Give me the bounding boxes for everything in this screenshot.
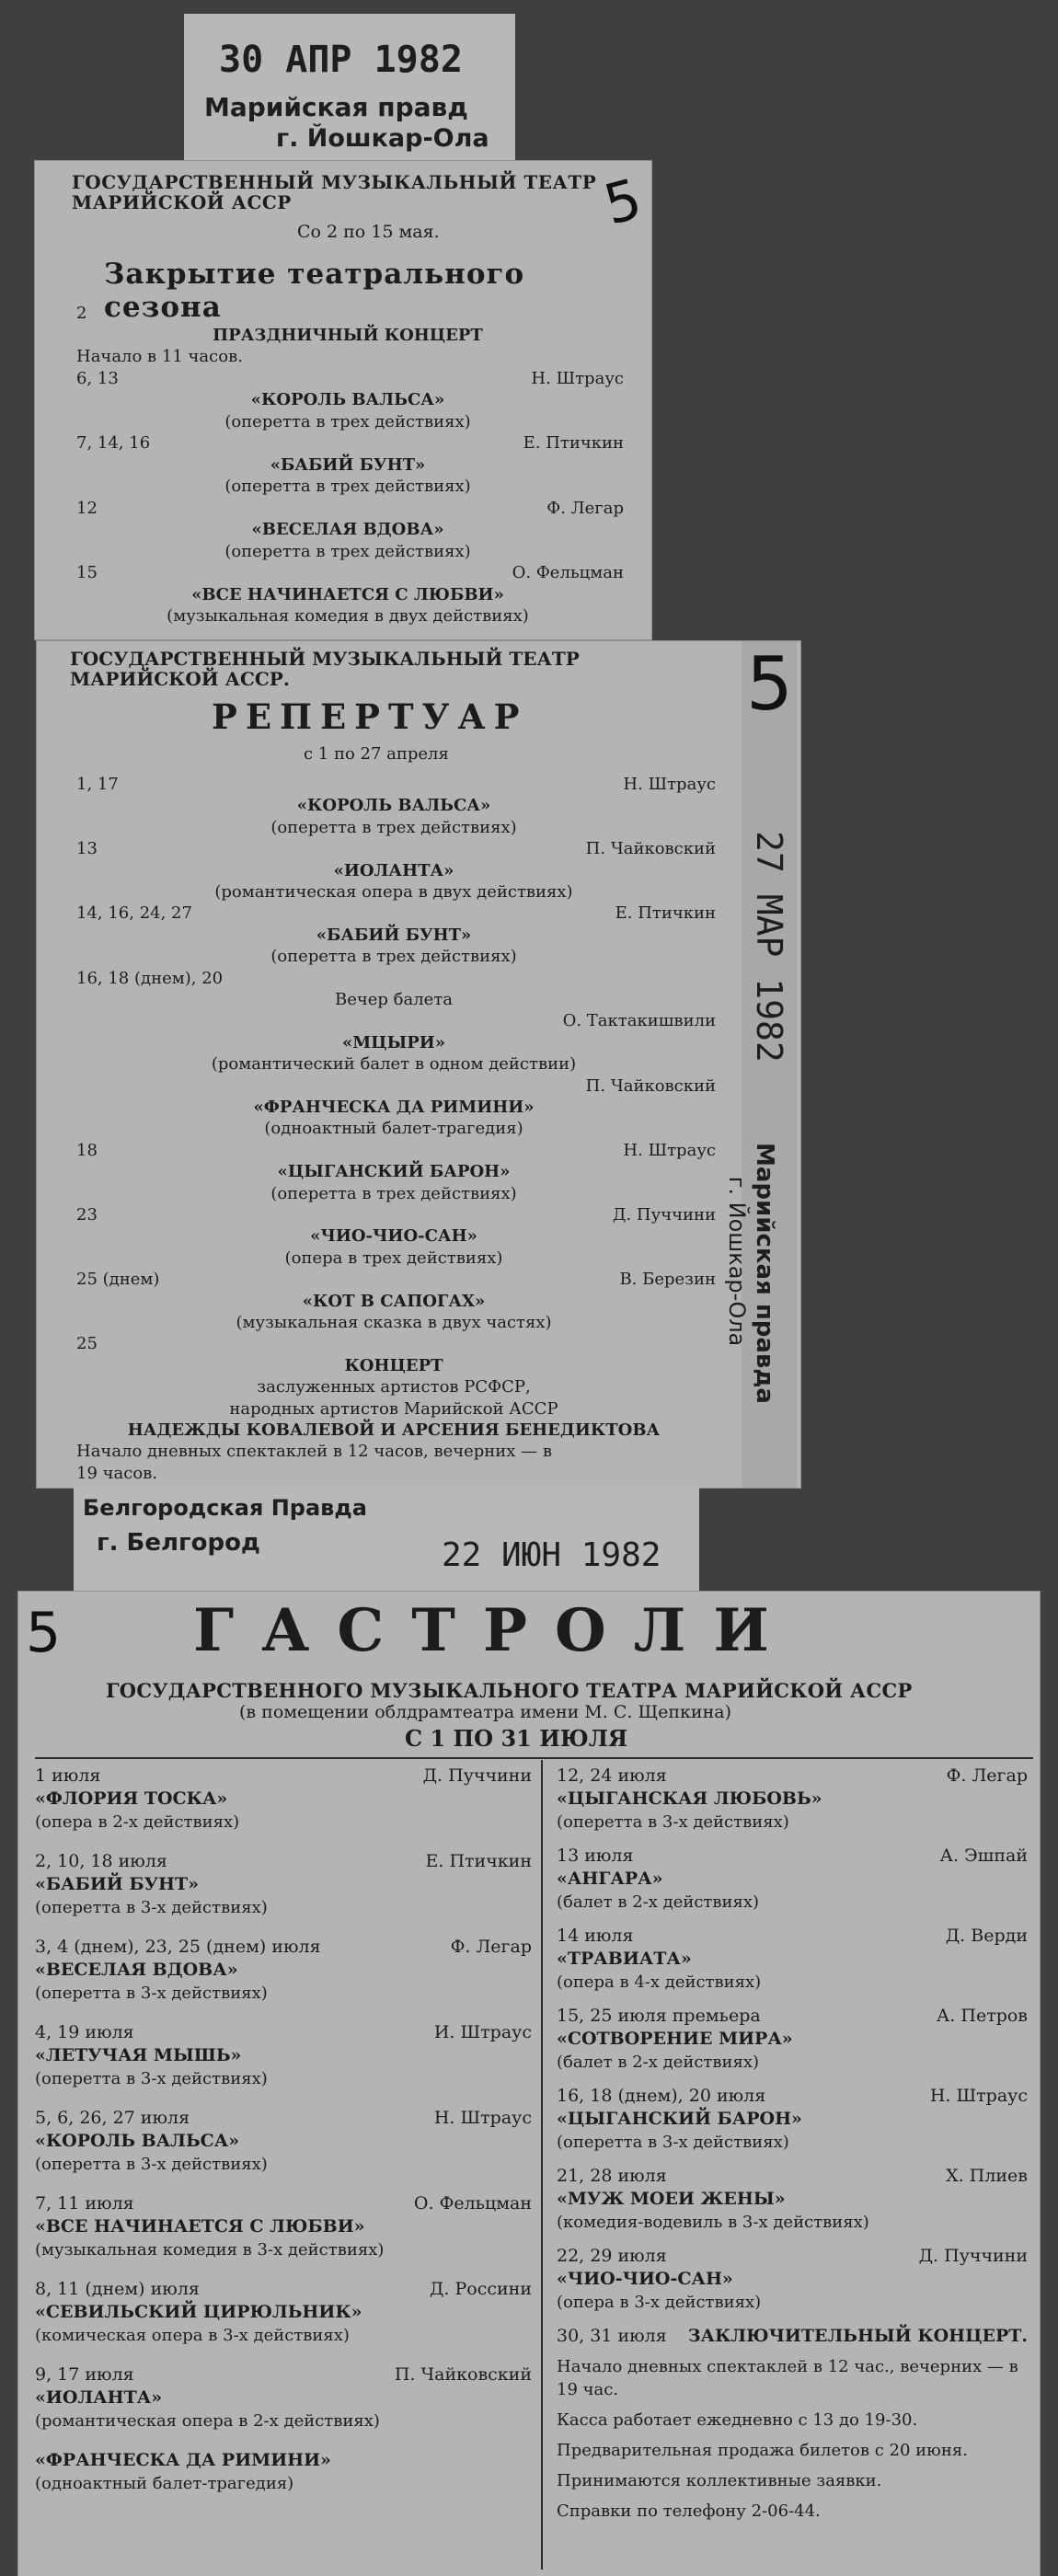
clip2-title: РЕПЕРТУАР (212, 696, 528, 737)
tour-event (557, 2165, 1035, 2234)
program-title-line: «КОТ В САПОГАХ» (302, 1291, 486, 1311)
event-title: «ЦЫГАНСКИЙ БАРОН» (557, 2109, 802, 2129)
stamp-3-paper: Белгородская Правда (83, 1495, 367, 1521)
event-header (35, 2107, 539, 2130)
program-title-line: КОНЦЕРТ (344, 1355, 443, 1375)
event-title: «ВЕСЕЛАЯ ВДОВА» (35, 1960, 238, 1980)
program-line: (оперетта в трех действиях) (270, 817, 517, 837)
stamp-2-paper: Марийская правда (751, 1143, 778, 1404)
tour-event (557, 1845, 1035, 1914)
tour-event (557, 2325, 1035, 2348)
tour-event (557, 2005, 1035, 2074)
clip3-column-divider (541, 1760, 543, 2570)
program-line: 15 (76, 563, 98, 582)
event-composer: Д. Пуччини (422, 1765, 532, 1786)
event-genre: (опера в 2-х действиях) (35, 1812, 240, 1832)
clip2-org-line2: МАРИЙСКОЙ АССР. (70, 668, 290, 690)
tour-event (35, 1765, 539, 1834)
program-line: 12 (76, 498, 98, 518)
event-genre: (балет в 2-х действиях) (557, 2053, 760, 2072)
event-dates: 30, 31 июля (557, 2326, 667, 2346)
program-title-line: «БАБИЙ БУНТ» (316, 925, 472, 945)
clip1-org-line1: ГОСУДАРСТВЕННЫЙ МУЗЫКАЛЬНЫЙ ТЕАТР (72, 171, 597, 193)
stamp-2-panel (724, 641, 797, 1488)
stamp-1-date: 30 АПР 1982 (219, 39, 463, 81)
event-composer: И. Штраус (433, 2022, 532, 2042)
event-header (557, 1845, 1035, 1868)
event-composer: Н. Штраус (433, 2108, 532, 2128)
tour-event (557, 1925, 1035, 1994)
event-title: «КОРОЛЬ ВАЛЬСА» (35, 2131, 240, 2151)
event-title: «МУЖ МОЕИ ЖЕНЫ» (557, 2189, 786, 2209)
event-genre: (балет в 2-х действиях) (557, 1892, 760, 1912)
program-line: (оперетта в трех действиях) (270, 947, 517, 967)
program-title-line: «ИОЛАНТА» (333, 860, 454, 880)
clip1-title: Закрытие театрального сезона (104, 258, 525, 324)
tour-event (557, 2245, 1035, 2314)
event-title: «БАБИЙ БУНТ» (35, 1874, 199, 1894)
program-line: 25 (днем) (76, 1270, 160, 1290)
clipping-repertoire (37, 641, 800, 1488)
composer-name: П. Чайковский (585, 839, 716, 859)
tour-event (35, 2107, 539, 2176)
program-title-line: «ВСЕ НАЧИНАЕТСЯ С ЛЮБВИ» (191, 584, 504, 604)
stamp-3-date: 22 ИЮН 1982 (442, 1536, 661, 1574)
tour-note: Касса работает ежедневно с 13 до 19-30. (557, 2410, 918, 2430)
clip2-period: с 1 по 27 апреля (304, 744, 449, 764)
event-dates: 8, 11 (днем) июля (35, 2279, 200, 2299)
event-header (35, 2192, 539, 2215)
event-dates: 4, 19 июля (35, 2022, 134, 2042)
event-composer: Д. Пуччини (918, 2246, 1028, 2266)
event-genre: (оперетта в 3-х действиях) (35, 1984, 268, 2003)
program-line: (одноактный балет-трагедия) (264, 1119, 523, 1139)
event-title: «ФРАНЧЕСКА ДА РИМИНИ» (35, 2450, 331, 2470)
event-header (35, 1850, 539, 1873)
clipping-season-closing (35, 161, 651, 639)
tour-event (35, 2278, 539, 2347)
clip1-org (72, 172, 596, 213)
event-title: «ЧИО-ЧИО-САН» (557, 2269, 733, 2289)
event-title: «СОТВОРЕНИЕ МИРА» (557, 2029, 793, 2049)
event-genre: (музыкальная комедия в 3-х действиях) (35, 2240, 385, 2260)
clip2-org-line1: ГОСУДАРСТВЕННЫЙ МУЗЫКАЛЬНЫЙ ТЕАТР (70, 648, 580, 670)
program-line: 25 (76, 1334, 98, 1354)
program-line: (романтический балет в одном действии) (211, 1054, 577, 1075)
tour-event (557, 1765, 1035, 1834)
composer-name: О. Тактакишвили (562, 1011, 716, 1031)
stamp-3-city: г. Белгород (97, 1529, 260, 1557)
event-dates: 3, 4 (днем), 23, 25 (днем) июля (35, 1937, 321, 1957)
program-title-line: «ЦЫГАНСКИЙ БАРОН» (277, 1162, 511, 1182)
program-line: 14, 16, 24, 27 (76, 903, 192, 924)
clip3-subtitle: (в помещении облдрамтеатра имени М. С. Щепкина) (239, 1702, 731, 1722)
event-composer: О. Фельцман (413, 2193, 532, 2214)
composer-name: Н. Штраус (623, 775, 716, 794)
program-line: Начало дневных спектаклей в 12 часов, вечерних — в (76, 1442, 553, 1462)
event-header (557, 1765, 1035, 1788)
handwritten-mark-3: 5 (26, 1601, 62, 1665)
event-composer: Е. Птичкин (425, 1851, 532, 1871)
stamp-1-paper: Марийская правд (204, 92, 468, 122)
tour-event (35, 1936, 539, 2005)
composer-name: Ф. Легар (546, 498, 624, 518)
tour-event (35, 2363, 539, 2432)
program-title-line: «ЧИО-ЧИО-САН» (310, 1226, 477, 1247)
event-header (35, 2021, 539, 2044)
event-genre: (комедия-водевиль в 3-х действиях) (557, 2213, 869, 2232)
event-genre: (одноактный балет-трагедия) (35, 2474, 294, 2493)
event-dates: 16, 18 (днем), 20 июля (557, 2086, 766, 2106)
clip2-org (70, 649, 580, 689)
event-header (35, 2278, 539, 2301)
tour-event (35, 2021, 539, 2090)
clip3-org: ГОСУДАРСТВЕННОГО МУЗЫКАЛЬНОГО ТЕАТРА МАРИЙСКОЙ АССР (106, 1679, 913, 1702)
event-dates: 5, 6, 26, 27 июля (35, 2108, 190, 2128)
program-line: 6, 13 (76, 368, 119, 388)
program-line: (романтическая опера в двух действиях) (214, 882, 573, 902)
program-line: 16, 18 (днем), 20 (76, 968, 224, 988)
event-header (35, 1936, 539, 1959)
event-header (557, 2005, 1035, 2028)
tour-note: Начало дневных спектаклей в 12 час., вечерних — в 19 час. (557, 2357, 1018, 2399)
event-dates: 15, 25 июля премьера (557, 2006, 761, 2026)
event-title: «ЛЕТУЧАЯ МЫШЬ» (35, 2045, 242, 2065)
event-composer: Д. Россини (429, 2279, 532, 2299)
program-line: (музыкальная комедия в двух действиях) (167, 606, 529, 626)
composer-name: В. Березин (619, 1270, 716, 1290)
clip3-left-column (35, 1760, 539, 2495)
program-title-line: «КОРОЛЬ ВАЛЬСА» (296, 796, 491, 816)
composer-name: Е. Птичкин (523, 433, 624, 453)
event-title: «ФЛОРИЯ ТОСКА» (35, 1788, 228, 1809)
event-dates: 21, 28 июля (557, 2166, 667, 2186)
program-line: (оперетта в трех действиях) (224, 411, 471, 431)
stamp-2-date: 27 МАР 1982 (749, 831, 789, 1063)
event-header (35, 1765, 539, 1788)
event-dates: 13 июля (557, 1846, 634, 1866)
program-title-line: «ФРАНЧЕСКА ДА РИМИНИ» (253, 1098, 535, 1117)
composer-name: Н. Штраус (531, 368, 624, 388)
event-dates: 1 июля (35, 1765, 101, 1786)
event-dates: 2, 10, 18 июля (35, 1851, 167, 1871)
event-dates: 12, 24 июля (557, 1765, 667, 1786)
event-title: «ТРАВИАТА» (557, 1949, 692, 1969)
program-line: (оперетта в трех действиях) (270, 1183, 517, 1203)
event-title: «ЦЫГАНСКАЯ ЛЮБОВЬ» (557, 1788, 822, 1809)
event-dates: 9, 17 июля (35, 2364, 134, 2385)
tour-note: Принимаются коллективные заявки. (557, 2471, 882, 2490)
event-genre: (комическая опера в 3-х действиях) (35, 2326, 350, 2345)
clipping-tour (18, 1592, 1040, 2576)
clip3-rule (35, 1757, 1033, 1759)
event-header (557, 2085, 1035, 2108)
composer-name: Е. Птичкин (615, 903, 716, 924)
program-line: (оперетта в трех действиях) (224, 541, 471, 561)
event-dates: 22, 29 июля (557, 2246, 667, 2266)
event-title: «ВСЕ НАЧИНАЕТСЯ С ЛЮБВИ» (35, 2216, 365, 2237)
event-genre: (опера в 3-х действиях) (557, 2293, 762, 2312)
program-title-line: НАДЕЖДЫ КОВАЛЕВОЙ И АРСЕНИЯ БЕНЕДИКТОВА (127, 1420, 661, 1440)
program-line: (оперетта в трех действиях) (224, 477, 471, 496)
tour-event (35, 1850, 539, 1919)
event-title: «АНГАРА» (557, 1869, 663, 1889)
event-title: «ИОЛАНТА» (35, 2387, 163, 2408)
program-title-line: «БАБИЙ БУНТ» (270, 454, 426, 475)
event-genre: (романтическая опера в 2-х действиях) (35, 2411, 380, 2431)
clip3-right-column (557, 1760, 1035, 2523)
program-title-line: «КОРОЛЬ ВАЛЬСА» (250, 390, 445, 409)
event-composer: Ф. Легар (450, 1937, 532, 1957)
event-header (35, 2363, 539, 2386)
composer-name: Н. Штраус (623, 1140, 716, 1160)
event-genre: (оперетта в 3-х действиях) (35, 2069, 268, 2088)
handwritten-mark: 5 (597, 167, 649, 238)
tour-event (35, 2449, 539, 2495)
program-line: 23 (76, 1205, 98, 1225)
event-genre: (оперетта в 3-х действиях) (35, 1898, 268, 1917)
tour-event (557, 2085, 1035, 2154)
event-composer: ЗАКЛЮЧИТЕЛЬНЫЙ КОНЦЕРТ. (687, 2326, 1028, 2346)
event-composer: Д. Верди (945, 1926, 1028, 1946)
program-line: 19 часов. (76, 1463, 158, 1483)
program-line: 2 (76, 304, 87, 323)
stamp-1-city: г. Йошкар-Ола (276, 124, 489, 153)
program-line: 7, 14, 16 (76, 433, 151, 453)
composer-name: Д. Пуччини (612, 1205, 716, 1225)
program-line: народных артистов Марийской АССР (229, 1398, 558, 1419)
event-header (557, 1925, 1035, 1948)
program-line: 13 (76, 839, 98, 859)
event-genre: (оперетта в 3-х действиях) (35, 2155, 268, 2174)
event-genre: (оперетта в 3-х действиях) (557, 2133, 789, 2152)
event-composer: Ф. Легар (946, 1765, 1028, 1786)
program-line: Вечер балета (334, 990, 454, 1009)
event-header (557, 2245, 1035, 2268)
composer-name: П. Чайковский (585, 1075, 716, 1096)
event-header (557, 2165, 1035, 2188)
event-genre: (опера в 4-х действиях) (557, 1972, 762, 1992)
event-composer: А. Эшпай (939, 1846, 1028, 1866)
program-line: 1, 17 (76, 775, 119, 794)
clip1-period: Со 2 по 15 мая. (297, 222, 440, 242)
clip3-dates: С 1 ПО 31 ИЮЛЯ (405, 1725, 628, 1752)
composer-name: О. Фельцман (512, 563, 624, 582)
program-title-line: «ВЕСЕЛАЯ ВДОВА» (251, 520, 444, 539)
tour-note: Предварительная продажа билетов с 20 июня. (557, 2441, 968, 2460)
event-composer: Х. Плиев (946, 2166, 1028, 2186)
handwritten-mark-2: 5 (746, 641, 793, 727)
program-title-line: «МЦЫРИ» (342, 1032, 445, 1052)
tour-note: Справки по телефону 2-06-44. (557, 2501, 821, 2521)
event-composer: Н. Штраус (929, 2086, 1028, 2106)
event-title: «СЕВИЛЬСКИЙ ЦИРЮЛЬНИК» (35, 2302, 362, 2322)
program-title-line: ПРАЗДНИЧНЫЙ КОНЦЕРТ (213, 325, 483, 345)
program-line: (опера в трех действиях) (284, 1248, 503, 1268)
program-line: (музыкальная сказка в двух частях) (236, 1313, 552, 1332)
event-dates: 7, 11 июля (35, 2193, 134, 2214)
event-composer: П. Чайковский (394, 2364, 532, 2385)
tour-event (35, 2192, 539, 2261)
stamp-2-city: г. Йошкар-Ола (724, 1176, 750, 1347)
program-line: заслуженных артистов РСФСР, (257, 1377, 531, 1397)
program-line: 18 (76, 1140, 98, 1160)
event-genre: (оперетта в 3-х действиях) (557, 1812, 789, 1832)
program-line: Начало в 11 часов. (76, 347, 243, 366)
event-header (557, 2325, 1035, 2348)
event-composer: А. Петров (936, 2006, 1028, 2026)
clip1-org-line2: МАРИЙСКОЙ АССР (72, 191, 292, 213)
event-dates: 14 июля (557, 1926, 634, 1946)
clip3-title: ГАСТРОЛИ (193, 1596, 797, 1665)
